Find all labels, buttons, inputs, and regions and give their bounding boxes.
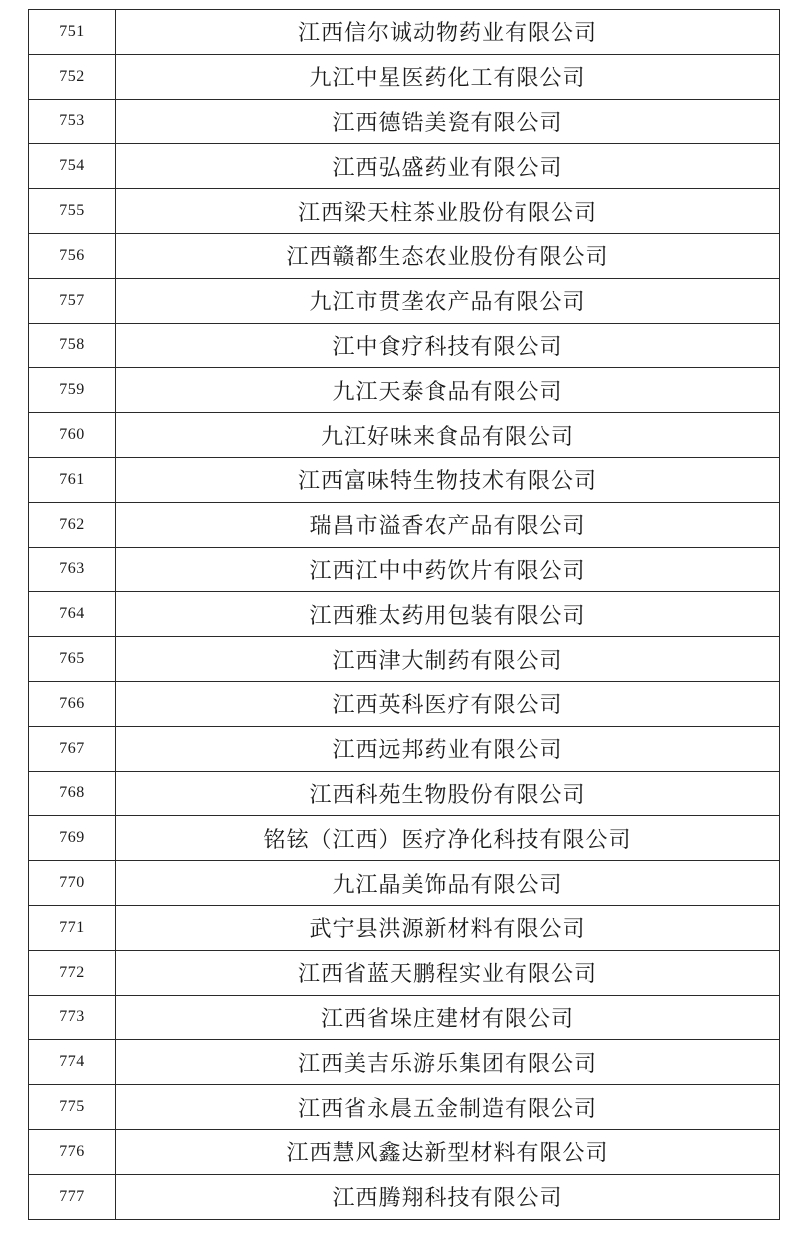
table-row [29, 189, 780, 234]
company-name-cell: 江西弘盛药业有限公司 [116, 144, 780, 189]
row-number-cell: 773 [29, 995, 116, 1040]
row-number-cell: 767 [29, 726, 116, 771]
row-number-cell: 756 [29, 233, 116, 278]
table-row [29, 905, 780, 950]
table-row [29, 861, 780, 906]
company-name-cell: 瑞昌市溢香农产品有限公司 [116, 502, 780, 547]
company-name-cell: 江西腾翔科技有限公司 [116, 1174, 780, 1219]
row-number-cell: 751 [29, 10, 116, 55]
row-number-cell: 764 [29, 592, 116, 637]
table-body [29, 10, 780, 1220]
company-name-cell: 江西雅太药用包装有限公司 [116, 592, 780, 637]
row-number-cell: 770 [29, 861, 116, 906]
company-name-cell: 江西赣都生态农业股份有限公司 [116, 233, 780, 278]
company-name-cell: 铭铉（江西）医疗净化科技有限公司 [116, 816, 780, 861]
row-number-cell: 758 [29, 323, 116, 368]
table-row [29, 637, 780, 682]
company-name-cell: 江西富味特生物技术有限公司 [116, 457, 780, 502]
company-name-cell: 武宁县洪源新材料有限公司 [116, 905, 780, 950]
company-name-cell: 江西津大制药有限公司 [116, 637, 780, 682]
table-row [29, 99, 780, 144]
company-name-cell: 江西英科医疗有限公司 [116, 681, 780, 726]
company-name-cell: 江西省蓝天鹏程实业有限公司 [116, 950, 780, 995]
table-row [29, 413, 780, 458]
row-number-cell: 759 [29, 368, 116, 413]
row-number-cell: 753 [29, 99, 116, 144]
table-row [29, 771, 780, 816]
row-number-cell: 762 [29, 502, 116, 547]
company-name-cell: 九江市贯垄农产品有限公司 [116, 278, 780, 323]
row-number-cell: 769 [29, 816, 116, 861]
table-row [29, 816, 780, 861]
table-row [29, 457, 780, 502]
company-name-cell: 江西德锆美瓷有限公司 [116, 99, 780, 144]
row-number-cell: 772 [29, 950, 116, 995]
table-row [29, 1040, 780, 1085]
table-row [29, 1085, 780, 1130]
table-row [29, 681, 780, 726]
company-name-cell: 江西省垛庄建材有限公司 [116, 995, 780, 1040]
table-row [29, 368, 780, 413]
company-name-cell: 江西信尔诚动物药业有限公司 [116, 10, 780, 55]
table-row [29, 502, 780, 547]
row-number-cell: 771 [29, 905, 116, 950]
company-name-cell: 江中食疗科技有限公司 [116, 323, 780, 368]
table-row [29, 323, 780, 368]
table-row [29, 233, 780, 278]
table-row [29, 1129, 780, 1174]
company-name-cell: 江西科苑生物股份有限公司 [116, 771, 780, 816]
table-row [29, 950, 780, 995]
row-number-cell: 757 [29, 278, 116, 323]
row-number-cell: 761 [29, 457, 116, 502]
company-name-cell: 江西慧风鑫达新型材料有限公司 [116, 1129, 780, 1174]
row-number-cell: 763 [29, 547, 116, 592]
row-number-cell: 755 [29, 189, 116, 234]
row-number-cell: 777 [29, 1174, 116, 1219]
company-name-cell: 九江中星医药化工有限公司 [116, 54, 780, 99]
company-name-cell: 江西梁天柱茶业股份有限公司 [116, 189, 780, 234]
row-number-cell: 774 [29, 1040, 116, 1085]
company-list-table [28, 9, 780, 1220]
company-name-cell: 江西江中中药饮片有限公司 [116, 547, 780, 592]
table-row [29, 726, 780, 771]
table-row [29, 278, 780, 323]
company-name-cell: 九江好味来食品有限公司 [116, 413, 780, 458]
row-number-cell: 776 [29, 1129, 116, 1174]
table-row [29, 54, 780, 99]
table-row [29, 995, 780, 1040]
company-name-cell: 江西美吉乐游乐集团有限公司 [116, 1040, 780, 1085]
table-row [29, 144, 780, 189]
company-name-cell: 江西远邦药业有限公司 [116, 726, 780, 771]
company-name-cell: 江西省永晨五金制造有限公司 [116, 1085, 780, 1130]
row-number-cell: 775 [29, 1085, 116, 1130]
table-row [29, 1174, 780, 1219]
company-name-cell: 九江天泰食品有限公司 [116, 368, 780, 413]
table-row [29, 547, 780, 592]
row-number-cell: 760 [29, 413, 116, 458]
row-number-cell: 765 [29, 637, 116, 682]
row-number-cell: 752 [29, 54, 116, 99]
row-number-cell: 754 [29, 144, 116, 189]
row-number-cell: 768 [29, 771, 116, 816]
company-name-cell: 九江晶美饰品有限公司 [116, 861, 780, 906]
table-row [29, 10, 780, 55]
row-number-cell: 766 [29, 681, 116, 726]
table-row [29, 592, 780, 637]
